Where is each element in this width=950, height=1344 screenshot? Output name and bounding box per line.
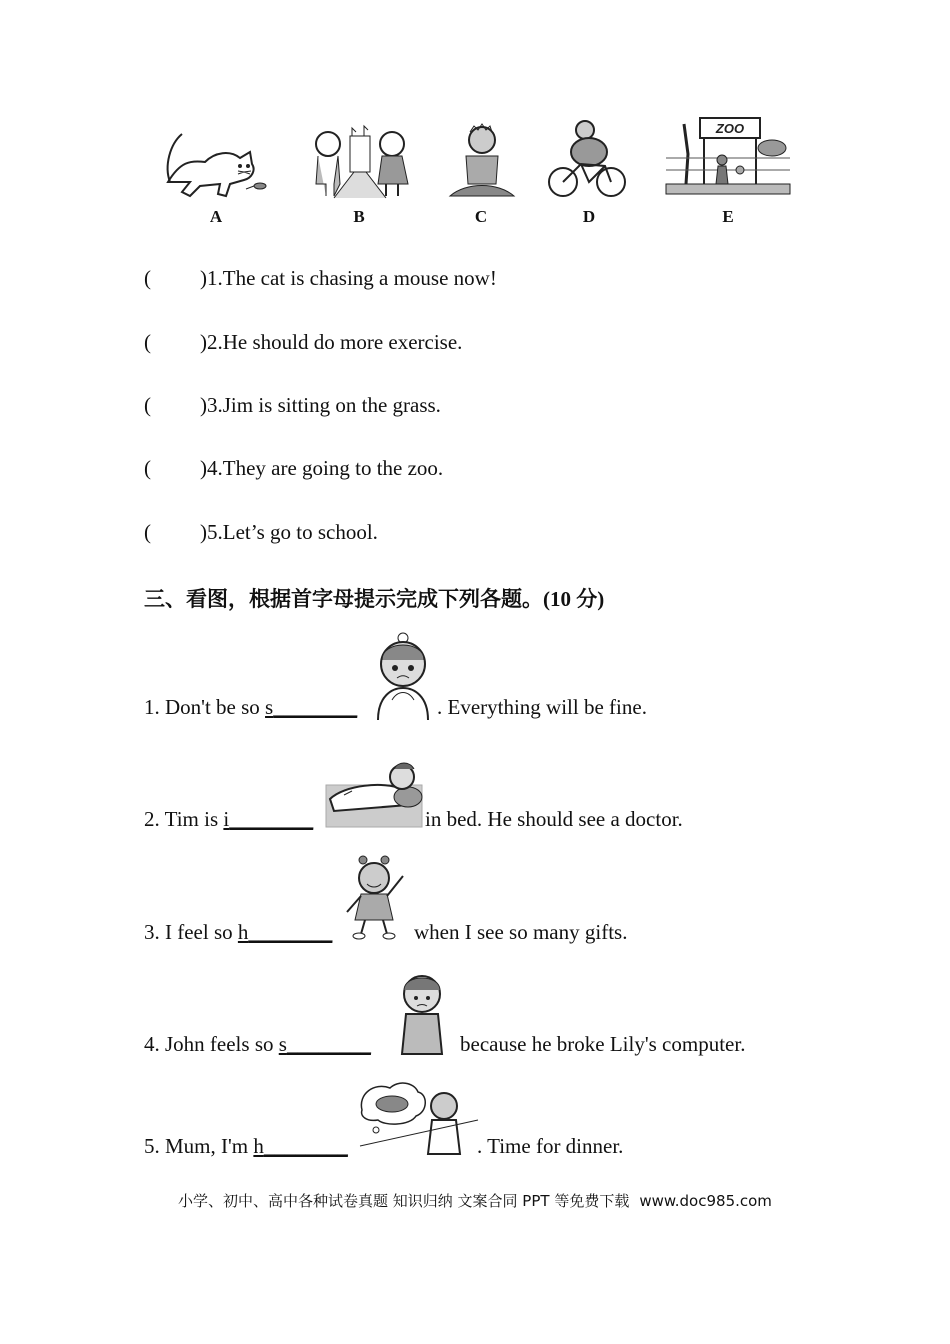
- picture-a-cat-chasing-mouse: [160, 122, 272, 200]
- picture-sick-boy-in-bed: [324, 755, 424, 829]
- hint-letter: h: [237, 920, 249, 944]
- answer-bracket-open[interactable]: (: [144, 266, 151, 290]
- answer-blank[interactable]: ________: [263, 1134, 348, 1158]
- answer-blank[interactable]: ________: [286, 1032, 371, 1056]
- question-text: 4.They are going to the zoo.: [207, 456, 444, 480]
- fill-suffix-3: when I see so many gifts.: [414, 920, 628, 944]
- question-text: 5.Let’s go to school.: [207, 520, 378, 544]
- question-text: 3.Jim is sitting on the grass.: [207, 393, 441, 417]
- picture-happy-girl: [343, 854, 409, 940]
- fill-prefix: 1. Don't be so: [144, 695, 266, 719]
- question-2: [144, 330, 462, 355]
- fill-suffix-4: because he broke Lily's computer.: [460, 1032, 746, 1056]
- picture-d-man-riding-bike: [545, 116, 629, 200]
- picture-sad-girl: [372, 630, 434, 722]
- question-text: 2.He should do more exercise.: [207, 330, 463, 354]
- answer-bracket-open[interactable]: (: [144, 520, 151, 544]
- fill-suffix-1: . Everything will be fine.: [437, 695, 647, 719]
- picture-label-c: C: [474, 207, 488, 226]
- answer-bracket-close: ): [200, 456, 207, 480]
- picture-label-e: E: [722, 207, 734, 226]
- question-4: [144, 456, 443, 481]
- picture-b-kids-to-school: [304, 122, 416, 200]
- fill-item-1: [144, 695, 357, 720]
- zoo-sign-text: ZOO: [715, 121, 745, 136]
- fill-item-3: [144, 920, 332, 945]
- fill-prefix: 2. Tim is: [144, 807, 224, 831]
- fill-suffix-2: in bed. He should see a doctor.: [425, 807, 683, 831]
- fill-prefix: 3. I feel so: [144, 920, 238, 944]
- fill-item-4: [144, 1032, 371, 1057]
- answer-blank[interactable]: ________: [273, 695, 358, 719]
- picture-hungry-boy: [358, 1080, 480, 1158]
- picture-sad-boy: [394, 970, 450, 1056]
- page-footer: [178, 1190, 772, 1211]
- answer-bracket-open[interactable]: (: [144, 456, 151, 480]
- footer-text: 小学、初中、高中各种试卷真题 知识归纳 文案合同 PPT 等免费下载: [178, 1192, 630, 1210]
- hint-letter: s: [265, 695, 274, 719]
- fill-item-2: [144, 807, 313, 832]
- question-3: [144, 393, 441, 418]
- picture-label-a: A: [209, 207, 223, 226]
- picture-label-b: B: [353, 207, 365, 226]
- answer-bracket-open[interactable]: (: [144, 393, 151, 417]
- answer-bracket-close: ): [200, 266, 207, 290]
- question-1: [144, 266, 497, 291]
- answer-blank[interactable]: ________: [248, 920, 333, 944]
- hint-letter: h: [253, 1134, 264, 1158]
- hint-letter: s: [278, 1032, 287, 1056]
- fill-prefix: 5. Mum, I'm: [144, 1134, 254, 1158]
- answer-bracket-close: ): [200, 520, 207, 544]
- answer-bracket-close: ): [200, 393, 207, 417]
- answer-blank[interactable]: ________: [229, 807, 314, 831]
- fill-prefix: 4. John feels so: [144, 1032, 279, 1056]
- question-text: 1.The cat is chasing a mouse now!: [207, 266, 497, 290]
- question-5: [144, 520, 378, 545]
- fill-suffix-5: . Time for dinner.: [477, 1134, 624, 1158]
- answer-bracket-close: ): [200, 330, 207, 354]
- picture-c-boy-sitting-on-grass: [446, 122, 518, 200]
- fill-item-5: [144, 1134, 348, 1159]
- picture-e-family-at-zoo: [664, 114, 792, 196]
- footer-url[interactable]: www.doc985.com: [639, 1192, 772, 1210]
- picture-label-d: D: [582, 207, 596, 226]
- answer-bracket-open[interactable]: (: [144, 330, 151, 354]
- hint-letter: i: [223, 807, 230, 831]
- section-3-title: 三、看图，根据首字母提示完成下列各题。(10 分): [144, 587, 605, 611]
